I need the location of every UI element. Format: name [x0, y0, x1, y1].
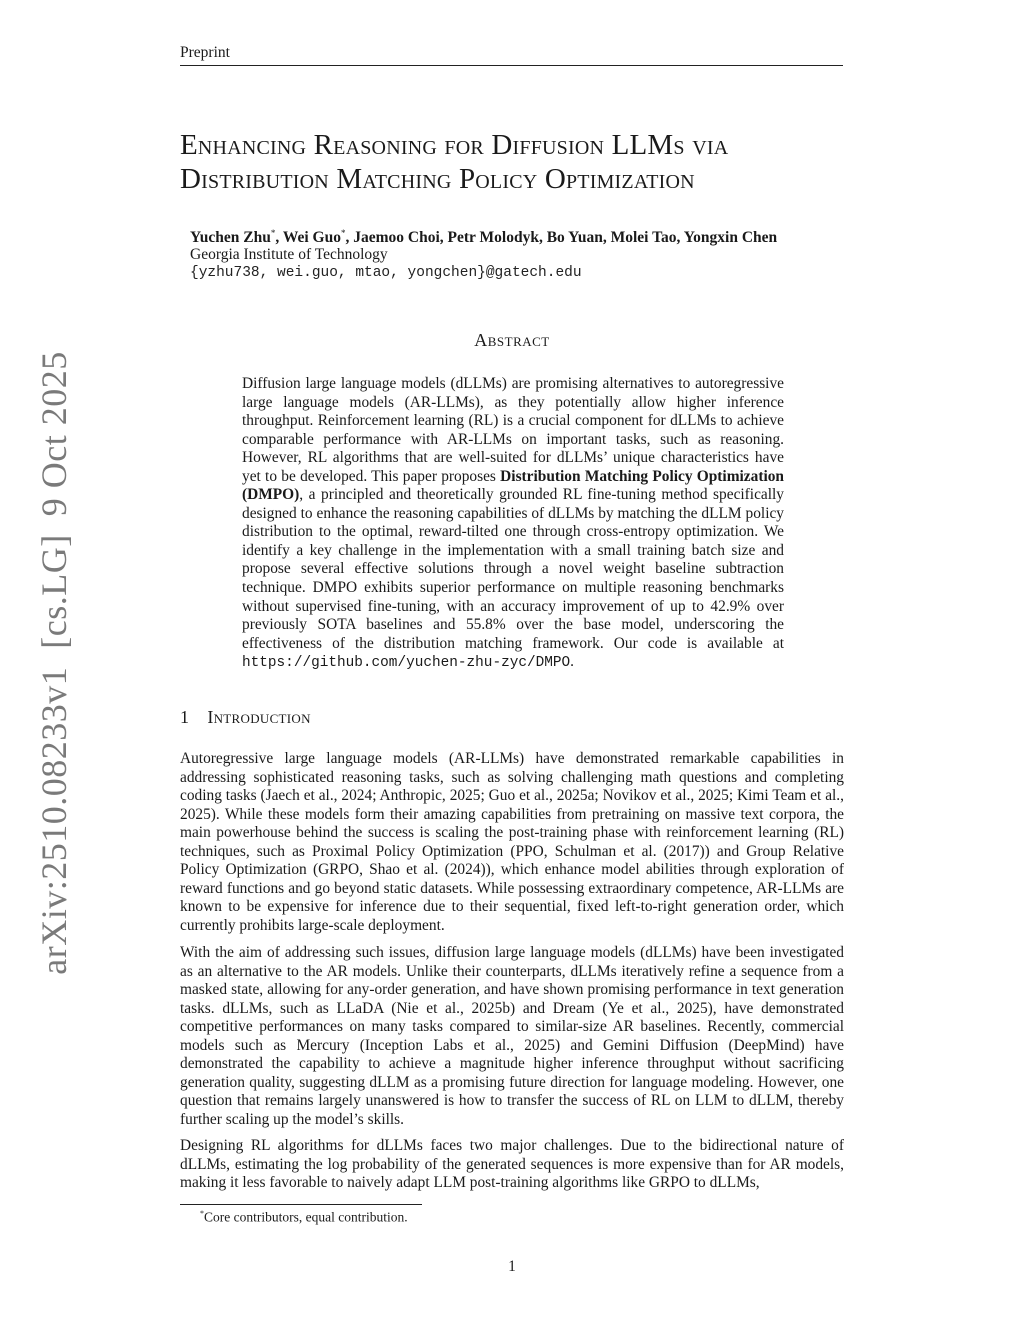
- author: Molei Tao: [610, 229, 677, 247]
- running-header: Preprint: [180, 44, 230, 61]
- abstract-heading: Abstract: [474, 330, 550, 350]
- affiliation: Georgia Institute of Technology: [190, 246, 388, 263]
- method-name: Distribution Matching Policy Optimization (DMPO): [242, 467, 784, 504]
- intro-paragraph: With the aim of addressing such issues, diffusion large language models (dLLMs) have been investigated as an alternative to the AR models. Unlike their counterparts, dLLMs iteratively refine a sequence from a masked state, allowing for any-order generation, and have shown promising performance in text generation tasks. dLLMs, such as LLaDA (Nie et al., 2025b) and Dream (Ye et al., 2025), have demonstrated competitive performances on many tasks compared to similar-size AR baselines. Recently, commercial models such as Mercury (Inception Labs et al., 2025) and Gemini Diffusion (DeepMind) have demonstrated the capability to achieve a magnitude higher inference throughput without sacrificing generation quality, suggesting dLLM as a promising future direction for language modeling. However, one question that remains largely unanswered is how to transfer the success of RL on LLM to dLLM, thereby further scaling up the model’s skills.: [180, 944, 844, 1128]
- code-link[interactable]: https://github.com/yuchen-zhu-zyc/DMPO: [242, 655, 571, 672]
- page-number: 1: [508, 1258, 516, 1275]
- author: Bo Yuan: [546, 229, 603, 247]
- abstract-body: Diffusion large language models (dLLMs) are promising alternatives to autoregressive large language models (AR-LLMs), as they potentially allow higher inference throughput. Reinforcement learning (RL) is a crucial component for dLLMs to achieve comparable performance with AR-LLMs on important tasks, such as reasoning. However, RL algorithms that are well-suited for dLLMs’ unique characteristics have yet to be developed. This paper proposes Distribution Matching Policy Optimization (DMPO), a principled and theoretically grounded RL fine-tuning method specifically designed to enhance the reasoning capabilities of dLLMs by matching the dLLM policy distribution to the optimal, reward-tilted one through cross-entropy optimization. We identify a key challenge in the implementation with a small training batch size and propose several effective solutions through a novel weight baseline subtraction technique. DMPO exhibits superior performance on multiple reasoning benchmarks without supervised fine-tuning, with an accuracy improvement of up to 42.9% over previously SOTA baselines and 55.8% over the base model, underscoring the effectiveness of the distribution matching framework. Our code is available at https://github.com/yuchen-zhu-zyc/DMPO.: [242, 375, 784, 672]
- author: Yongxin Chen: [683, 229, 778, 247]
- section-title: Introduction: [207, 707, 311, 727]
- intro-paragraph: Autoregressive large language models (AR-LLMs) have demonstrated remarkable capabilities in addressing sophisticated reasoning tasks, such as solving challenging math questions and completing coding tasks (Jaech et al., 2024; Anthropic, 2025; Guo et al., 2025a; Novikov et al., 2025; Kimi Team et al., 2025). While these models form their amazing capabilities from pretraining on massive text corpora, the main powerhouse behind the success is scaling the post-training phase with reinforcement learning (RL) techniques, such as Proximal Policy Optimization (PPO, Schulman et al. (2017)) and Group Relative Policy Optimization (GRPO, Shao et al. (2024)), which enhance model abilities through exploration of reward functions and go beyond static datasets. While possessing extraordinary competence, AR-LLMs are known to be expensive for inference due to their sequential, fixed left-to-right generation order, which currently prohibits large-scale deployment.: [180, 750, 844, 934]
- author-list: Yuchen Zhu*, Wei Guo*, Jaemoo Choi, Petr Molodyk, Bo Yuan, Molei Tao, Yongxin Chen: [190, 228, 778, 247]
- section-heading-introduction: [180, 707, 311, 728]
- paper-title: [180, 128, 880, 196]
- arxiv-side-stamp: [33, 342, 75, 983]
- header-rule: [180, 65, 843, 66]
- footnote-rule: [180, 1204, 422, 1205]
- author: Petr Molodyk: [447, 229, 539, 247]
- footnote: *Core contributors, equal contribution.: [200, 1209, 408, 1225]
- arxiv-category: [cs.LG]: [34, 534, 74, 649]
- arxiv-id: arXiv:2510.08233v1: [34, 666, 74, 975]
- section-number: 1: [180, 707, 190, 727]
- author: Yuchen Zhu*: [190, 228, 276, 247]
- title-line-2: Distribution Matching Policy Optimization: [180, 163, 695, 195]
- arxiv-date: 9 Oct 2025: [34, 351, 74, 517]
- author: Wei Guo*: [282, 228, 346, 247]
- author-emails: {yzhu738, wei.guo, mtao, yongchen}@gatech.edu: [190, 265, 582, 281]
- intro-paragraph: Designing RL algorithms for dLLMs faces two major challenges. Due to the bidirectional nature of dLLMs, estimating the log probability of the generated sequences is more expensive than for AR models, making it less favorable to naively adapt LLM post-training algorithms like GRPO to dLLMs,: [180, 1137, 844, 1191]
- author: Jaemoo Choi: [353, 229, 440, 247]
- title-line-1: Enhancing Reasoning for Diffusion LLMs via: [180, 129, 729, 161]
